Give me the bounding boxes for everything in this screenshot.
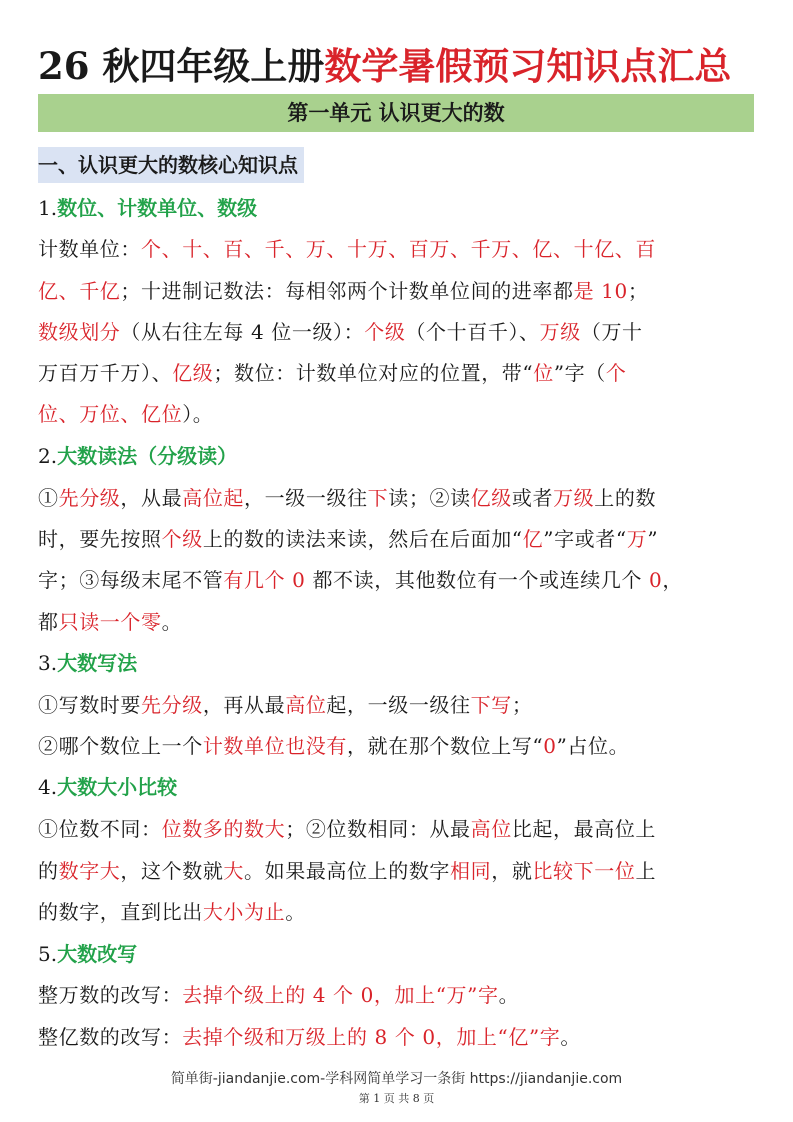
body-text: ，就在那个数位上写“ [347, 734, 544, 758]
title-part-grade: 26 秋四年级上册 [38, 44, 325, 88]
highlight-text: 比较下一位 [532, 859, 636, 883]
body-text: ① [38, 486, 59, 510]
body-text: 。 [285, 900, 306, 924]
text-line [38, 606, 756, 638]
text-line [38, 523, 756, 555]
subsection-heading-5: 5.大数改写 [38, 942, 138, 966]
highlight-text: 位、万位、亿位 [38, 402, 183, 426]
body-text: 。 [161, 610, 183, 634]
text-line [38, 275, 756, 307]
highlight-text: 0 [543, 734, 557, 758]
body-text: ， [662, 568, 683, 592]
body-text: 。如果最高位上的数字 [244, 859, 451, 883]
body-text: 整万数的改写： [38, 983, 183, 1007]
text-line [38, 482, 756, 514]
body-text: ； [627, 279, 649, 303]
body-text: 都 [38, 610, 59, 634]
body-text: 计数单位： [38, 237, 141, 261]
body-text: 万百万千万）、 [38, 361, 173, 385]
body-text: ； [511, 693, 533, 717]
highlight-text: 数字大 [58, 859, 121, 883]
text-line [38, 357, 756, 389]
highlight-text: 万级 [539, 320, 581, 344]
body-text: 上的数 [594, 486, 657, 510]
text-line [38, 233, 756, 265]
text-line [38, 1021, 756, 1053]
body-text: ，这个数就 [120, 859, 224, 883]
body-text: 字；③每级末尾不管 [38, 568, 224, 592]
highlight-text: 万级 [553, 486, 595, 510]
body-text: 都不读，其他数位有一个或连续几个 [305, 568, 650, 592]
text-line [38, 896, 756, 928]
body-text: ，从最 [120, 486, 183, 510]
subsection-heading-4: 4.大数大小比较 [38, 775, 178, 799]
text-line [38, 689, 756, 721]
highlight-text: 个、十、百、千、万、十万、百万、千万、亿、十亿、百 [141, 237, 656, 261]
text-line [38, 813, 756, 845]
highlight-text: 个级 [161, 527, 203, 551]
body-text: 上的数的读法来读，然后在后面加“ [202, 527, 523, 551]
highlight-text: 有几个 0 [223, 568, 306, 592]
body-text: ①写数时要 [38, 693, 141, 717]
body-text: 整亿数的改写： [38, 1025, 183, 1049]
body-text: ；数位：计数单位对应的位置，带“ [213, 361, 534, 385]
highlight-text: 数级划分 [38, 320, 121, 344]
highlight-text: 只读一个零 [58, 610, 162, 634]
text-line [38, 564, 756, 596]
body-text: ”字或者“ [543, 527, 627, 551]
document-title [38, 38, 758, 94]
highlight-text: 亿级 [470, 486, 512, 510]
highlight-text: 0 [649, 568, 663, 592]
body-text: 起，一级一级往 [326, 693, 471, 717]
highlight-text: 先分级 [141, 693, 203, 717]
subsection-heading-2: 2.大数读法（分级读） [38, 444, 238, 468]
body-text: （从右往左每 4 位一级）： [120, 320, 365, 344]
body-text: ，就 [491, 859, 533, 883]
footer-site-text: 简单街-jiandanjie.com-学科网简单学习一条街 https://jiandanjie.com [170, 1071, 623, 1087]
body-text: 读；②读 [388, 486, 471, 510]
body-text: 时，要先按照 [38, 527, 162, 551]
body-text: ；十进制记数法：每相邻两个计数单位间的进率都 [120, 279, 574, 303]
body-text: ”字（ [553, 361, 606, 385]
text-line [38, 398, 756, 430]
body-text: 上 [635, 859, 657, 883]
highlight-text: 亿 [522, 527, 544, 551]
highlight-text: 计数单位也没有 [202, 734, 348, 758]
body-text: ）。 [182, 402, 214, 426]
highlight-text: 大 [223, 859, 245, 883]
highlight-text: 先分级 [58, 486, 121, 510]
text-line [38, 316, 756, 348]
text-line [38, 730, 756, 762]
subsection-heading-3: 3.大数写法 [38, 651, 138, 675]
highlight-text: 去掉个级和万级上的 8 个 0，加上“亿”字 [182, 1025, 561, 1049]
highlight-text: 是 10 [573, 279, 628, 303]
body-text: （个十百千）、 [405, 320, 540, 344]
body-text: ，一级一级往 [244, 486, 368, 510]
body-text: ；②位数相同：从最 [285, 817, 471, 841]
body-text: 。 [498, 983, 520, 1007]
section-heading: 一、认识更大的数核心知识点 [38, 147, 304, 183]
body-text: 比起，最高位上 [511, 817, 657, 841]
highlight-text: 万 [626, 527, 648, 551]
highlight-text: 下写 [470, 693, 512, 717]
highlight-text: 个 [605, 361, 627, 385]
body-text: 的 [38, 859, 59, 883]
highlight-text: 亿、千亿 [38, 279, 121, 303]
body-text: 。 [560, 1025, 581, 1049]
highlight-text: 高位起 [182, 486, 245, 510]
highlight-text: 大小为止 [202, 900, 286, 924]
highlight-text: 相同 [450, 859, 492, 883]
highlight-text: 亿级 [172, 361, 214, 385]
page-number: 第 1 页 共 8 页 [358, 1092, 435, 1105]
body-text: ②哪个数位上一个 [38, 734, 203, 758]
highlight-text: 去掉个级上的 4 个 0，加上“万”字 [182, 983, 499, 1007]
body-text: ”占位。 [556, 734, 630, 758]
body-text: 的数字，直到比出 [38, 900, 203, 924]
body-text: ，再从最 [202, 693, 286, 717]
subsection-heading-1: 1.数位、计数单位、数级 [38, 196, 258, 220]
unit-heading-bar: 第一单元 认识更大的数 [38, 94, 754, 132]
highlight-text: 个级 [364, 320, 406, 344]
highlight-text: 位数多的数大 [161, 817, 286, 841]
highlight-text: 位 [533, 361, 554, 385]
highlight-text: 高位 [470, 817, 512, 841]
highlight-text: 高位 [285, 693, 327, 717]
body-text: ” [647, 527, 659, 551]
text-line [38, 855, 756, 887]
body-text: 或者 [511, 486, 554, 510]
highlight-text: 下 [367, 486, 389, 510]
body-text: （万十 [580, 320, 643, 344]
text-line [38, 979, 756, 1011]
title-part-subject: 数学暑假预习知识点汇总 [324, 44, 732, 88]
body-text: ①位数不同： [38, 817, 162, 841]
